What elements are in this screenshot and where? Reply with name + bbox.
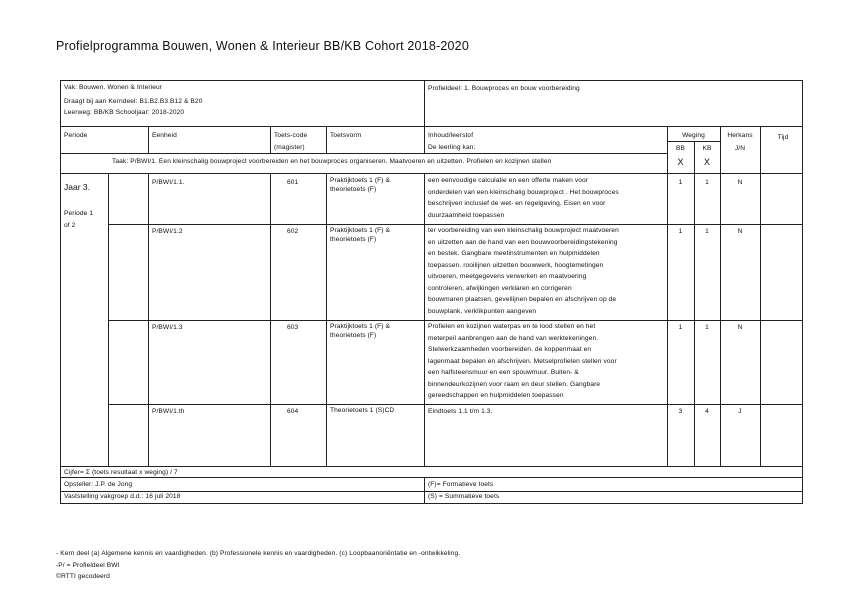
col-toetsvorm: Toetsvorm [330,132,362,139]
herkans-cell: N [737,324,743,331]
inhoud-line: bouwplank, verklikpunten aangeven [428,307,537,315]
kerndeel-label: Draagt bij aan Kerndeel: B1.B2.B3.B12 & B20 [64,98,203,105]
periode-label: Periode 1 [64,210,94,217]
vorm-line: theorietoets (F) [330,236,377,243]
eenheid-cell: P/BWI/1.1. [152,179,185,186]
col-weging: Weging [682,132,705,139]
weging-kb-cell: 1 [705,228,709,235]
footnote: - Kern deel (a) Algemene kennis en vaardigheden. (b) Professionele kennis en vaardigheden. (c) Loopbaanoriëntatie en -ontwikkeling. [56,550,461,557]
vorm-line: Theorietoets 1 (S)CD [330,407,395,414]
vorm-line: theorietoets (F) [330,186,377,193]
weging-bb-cell: 1 [678,228,683,235]
inhoud-line: gereedschappen en hulpmiddelen toepassen [428,392,564,399]
inhoud-line: meterpeil aanbrengen aan de hand van werktekeningen. [428,334,599,342]
weging-bb-cell: 1 [678,324,683,331]
page-title: Profielprogramma Bouwen, Wonen & Interieur BB/KB Cohort 2018-2020 [56,39,469,53]
taak-text: Taak: P/BWI/1. Een kleinschalig bouwproject voorbereiden en het bouwproces organiseren. Maatvoeren en uitzetten. Profielen en kozijnen stellen [112,158,552,165]
weging-bb-cell: 3 [678,408,683,415]
legend-summatief: (S) = Summatieve toets [428,492,500,500]
inhoud-line: duurzaamheid toepassen [428,211,505,219]
cijfer-formula: Cijfer= Σ (toets resultaat x weging) / 7 [64,468,178,476]
eenheid-cell: P/BWI/1.3 [152,324,183,331]
inhoud-line: lagenmaat bepalen en afschrijven. Metselprofielen stellen voor [428,357,617,365]
inhoud-line: ter voorbereiding van een kleinschalig bouwproject maatvoeren [428,227,619,234]
footnote: -P/ = Profieldeel BWI [56,561,120,569]
code-cell: 604 [287,408,299,415]
col-tijd: Tijd [777,134,789,141]
inhoud-line: uitvoeren, meetgegevens verwerken en maatvoering [428,273,587,280]
x-bb: X [677,157,684,167]
code-cell: 602 [287,228,299,235]
weging-kb-cell: 1 [705,179,709,186]
profieldeel-label: Profieldeel: 1. Bouwproces en bouw voorbereiding [428,85,580,92]
col-herkans-sub: J/N [734,145,746,152]
vorm-line: Praktijktoets 1 (F) & [330,227,390,234]
leerweg-label: Leerweg: BB/KB Schooljaar: 2018-2020 [64,109,185,116]
col-inhoud-sub: De leerling kan: [428,144,476,151]
x-kb: X [703,157,710,167]
footnote: ©RTTI gecodeerd [56,573,110,580]
jaar-label: Jaar 3. [64,182,90,192]
eenheid-cell: P/BWI/1.th [152,408,185,415]
eenheid-cell: P/BWI/1.2 [152,228,183,235]
inhoud-line: en uitzetten aan de hand van een bouwvoorbereidingstekening [428,238,618,246]
vaststelling-label: Vaststelling vakgroep d.d.: 16 juli 2018 [64,492,181,500]
inhoud-line: Eindtoets 1.1 t/m 1.3. [428,408,493,415]
inhoud-line: Profielen en kozijnen waterpas en te lood stellen en het [428,323,596,330]
herkans-cell: N [737,228,743,235]
inhoud-line: een eenvoudige calculatie en een offerte maken voor [428,177,589,184]
inhoud-line: binnendeurkozijnen voor raam en deur stellen. Gangbare [428,380,601,388]
col-eenheid: Eenheid [152,132,177,139]
inhoud-line: en bestek. Gangbare meetinstrumenten en hulpmiddelen [428,250,600,257]
vak-label: Vak: Bouwen. Wonen & Interieur [64,84,163,91]
opsteller-label: Opsteller: J.P. de Jong [64,481,133,488]
inhoud-line: onderdelen van een kleinschalig bouwproject . Het bouwproces [428,188,619,196]
weging-kb-cell: 4 [705,408,709,415]
weging-bb-cell: 1 [678,179,683,186]
vorm-line: Praktijktoets 1 (F) & [330,323,390,330]
inhoud-line: controleren, afwijkingen verklaren en corrigeren [428,284,572,292]
herkans-cell: J [738,408,742,415]
weging-kb-cell: 1 [705,324,709,331]
code-cell: 601 [287,179,299,186]
inhoud-line: een halfsteensmuur en een spouwmuur. Buiten- & [428,369,579,376]
code-cell: 603 [287,324,299,331]
inhoud-line: beschrijven inclusief de wet- en regelgeving. Eisen en voor [428,200,606,207]
col-periode: Periode [64,132,88,139]
col-toetscode-sub: (magister) [274,144,305,151]
vorm-line: theorietoets (F) [330,332,377,339]
col-toetscode: Toets-code [274,132,308,139]
inhoud-line: toepassen. rooilijnen uitzetten bouwwerk, hoogtemetingen [428,261,604,269]
col-weging-kb: KB [702,145,712,152]
legend-formatief: (F)= Formatieve toets [428,481,494,488]
herkans-cell: N [737,179,743,186]
col-weging-bb: BB [676,145,685,152]
vorm-line: Praktijktoets 1 (F) & [330,177,390,184]
inhoud-line: Stelwerkzaamheden voorbereiden. de koppenmaat en [428,346,592,353]
periode-of-label: of 2 [64,222,76,229]
col-herkans: Herkans [727,132,753,139]
inhoud-line: bouwmaren plaatsen, gevellijnen bepalen en afschrijven op de [428,296,617,303]
col-inhoud: Inhoud/leerstof [428,132,474,139]
